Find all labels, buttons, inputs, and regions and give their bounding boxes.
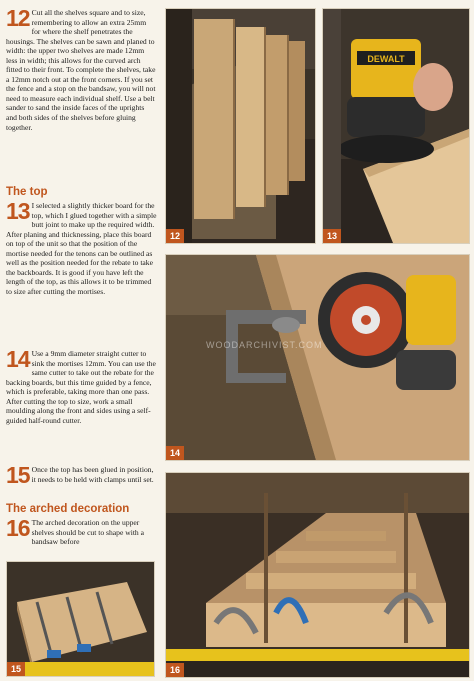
step-16-text-block <box>6 515 158 547</box>
photo-16-label: 16 <box>166 663 184 677</box>
heading-the-top: The top <box>6 186 48 198</box>
photo-14-watermark: WOODARCHIVIST.COM <box>206 340 323 350</box>
step-14-text-block <box>6 346 158 425</box>
step-15-text-block <box>6 462 158 488</box>
step-13-text-block <box>6 198 158 296</box>
photo-14-router-mortise <box>165 254 470 461</box>
photo-16-image <box>166 473 469 677</box>
heading-arched-decoration: The arched decoration <box>6 503 130 515</box>
photo-12-label: 12 <box>166 229 184 243</box>
photo-15-image <box>7 562 154 676</box>
step-14-text: Use a 9mm diameter straight cutter to sink the mortises 12mm. You can use the same cutter to take out the rebate for the backing boards, but this time guided by a fence, which is preferable, taking more than one pass. After cutting the top to size, work a small moulding along the front and sides using a self-guided half-round cutter. <box>6 349 156 425</box>
step-13-text: I selected a slightly thicker board for the top, which I glued together with a simple butt joint to make up the required width. After planing and thicknessing, place this board on top of the unit so that the position of the mortise needed for the tenons can be outlined as well as the position needed for the rebate to take the backboards. It is good if you have left the length of the top, as this allows it to be trimmed to size after cutting the mortises. <box>6 201 157 296</box>
step-12-text: Cut all the shelves square and to size, remembering to allow an extra 25mm for where the shelf penetrates the housings. The shelves can be sawn and planed to width: the upper two shelves are made 12mm less in width; this allows for the curved arch fitted to their front. To complete the shelves, take a 12mm notch out at the front corners. If you set the fence and a stop on the bandsaw, you will not need to measure each individual shelf. Use a belt sander to sand the inside faces of the uprights and both sides of the shelves before gluing together. <box>6 8 156 132</box>
step-14-number: 14 <box>6 346 30 372</box>
router-brand-text: DEWALT <box>367 54 405 64</box>
step-16-text: The arched decoration on the upper shelves should be cut to shape with a bandsaw before <box>31 518 145 547</box>
step-16-number: 16 <box>6 515 30 541</box>
photo-15-label: 15 <box>7 662 25 676</box>
photo-15-top-clamped <box>6 561 155 677</box>
step-13-number: 13 <box>6 198 30 224</box>
step-12-number: 12 <box>6 5 30 31</box>
photo-13-router <box>322 8 470 244</box>
photo-14-label: 14 <box>166 446 184 460</box>
photo-13-label: 13 <box>323 229 341 243</box>
step-15-text: Once the top has been glued in position, it needs to be held with clamps until set. <box>31 465 154 484</box>
step-15-number: 15 <box>6 462 30 488</box>
photo-13-image <box>323 9 469 243</box>
photo-14-image <box>166 255 469 460</box>
photo-12-image <box>166 9 315 243</box>
photo-12-shelves <box>165 8 316 244</box>
photo-16-arched-shelves <box>165 472 470 678</box>
step-12-text-block <box>6 5 156 132</box>
